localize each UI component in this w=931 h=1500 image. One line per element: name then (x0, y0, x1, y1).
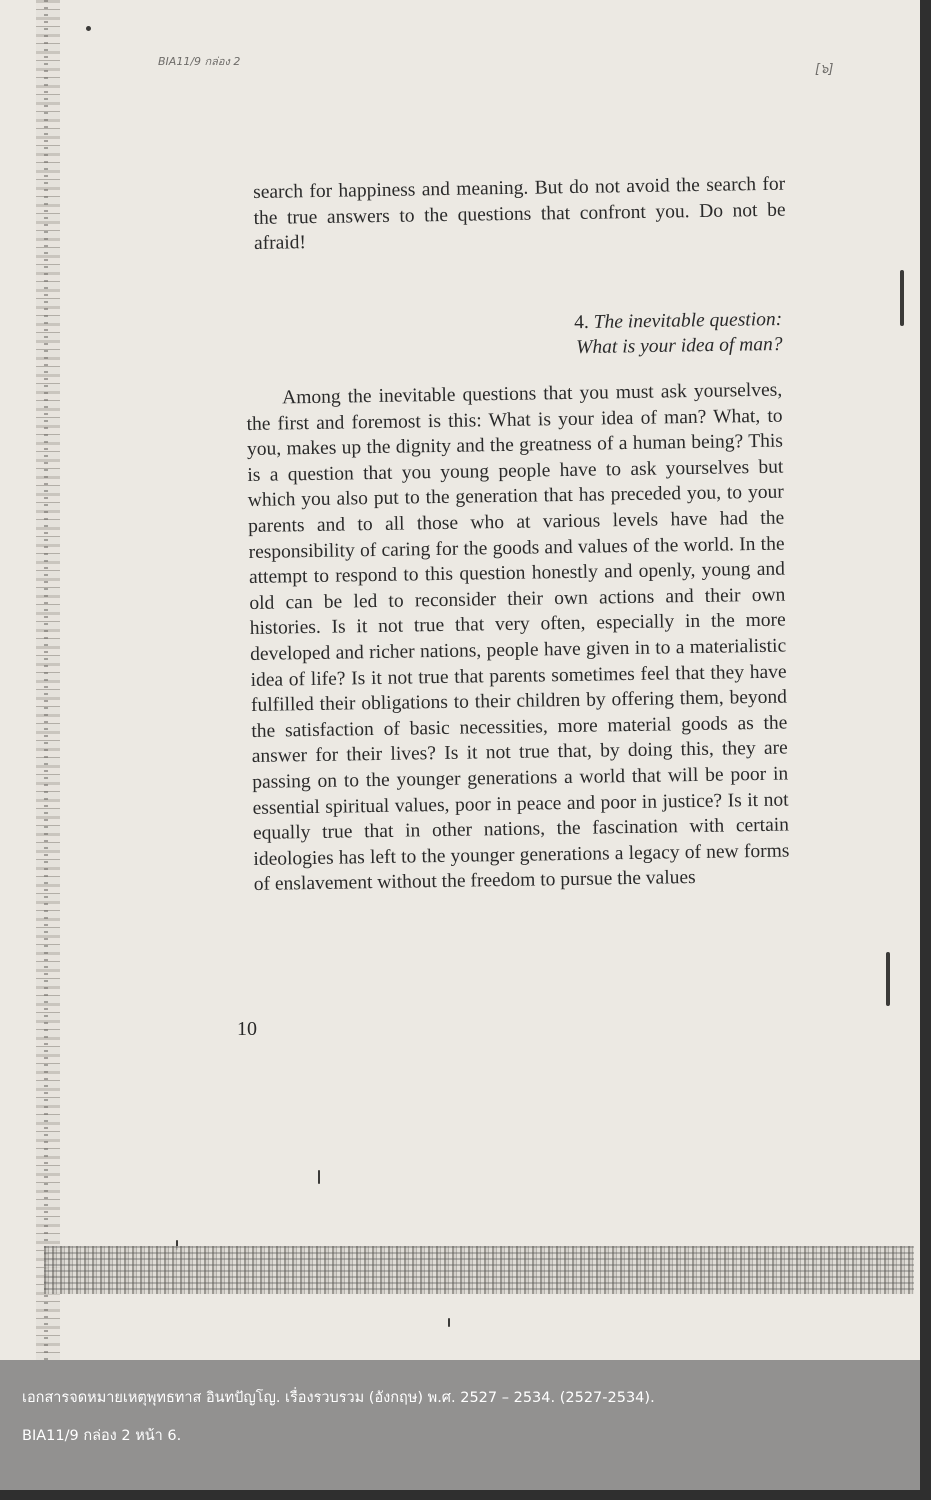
page-edge-shadow (36, 0, 60, 1360)
section-heading (460, 307, 783, 362)
paragraph-main: Among the inevitable questions that you must ask yourselves, the first and foremost is this: What is your idea of man? What, to you, makes up the dignity and the greatness of a human being? This is a question that you young people have to ask yourselves but which you also put to the generation that has preceded you, to your parents and to all those who at various levels have had the responsibility of caring for the goods and values of the world. In the attempt to respond to this question honestly and openly, young and old can be led to reconsider their own actions and their own histories. Is it not true that very often, especially in the more developed and richer nations, people have given in to a materialistic idea of life? Is it not true that parents sometimes feel that they have fulfilled their obligations to their children by offering them, beyond the satisfaction of basic necessities, more material goods as the answer for their lives? Is it not true that, by doing this, they are passing on to the younger generations a world that will be poor in essential spiritual values, poor in peace and poor in justice? Is it not equally true that in other nations, the fascination with certain ideologies has left to the younger generations a legacy of new forms of enslavement without the freedom to pursue the values (246, 379, 790, 896)
ink-speck (318, 1170, 320, 1184)
scan-border-artifact (44, 1246, 914, 1294)
ink-speck (448, 1318, 450, 1327)
heading-line-2: What is your idea of man? (576, 333, 783, 359)
paragraph-intro: search for happiness and meaning. But do not avoid the search for the true answers to the questions that confront you. Do not be afraid! (253, 173, 786, 255)
heading-line-1: The inevitable question: (593, 308, 783, 333)
page-number: 10 (237, 1018, 257, 1040)
scan-mark (886, 952, 890, 1006)
ink-speck (86, 26, 91, 31)
heading-number: 4. (574, 311, 590, 334)
archive-caption (0, 1360, 920, 1490)
caption-line-2: BIA11/9 กล่อง 2 หน้า 6. (22, 1428, 182, 1444)
handwritten-note-left: BIA11/9 กล่อง 2 (158, 55, 241, 68)
caption-line-1: เอกสารจดหมายเหตุพุทธทาส อินทปัญโญ. เรื่องรวบรวม (อังกฤษ) พ.ศ. 2527 – 2534. (2527-2534). (22, 1390, 655, 1406)
page-edge-shadow-line (44, 0, 48, 1360)
handwritten-note-right: [๖] (815, 62, 834, 77)
scan-mark (900, 270, 904, 326)
